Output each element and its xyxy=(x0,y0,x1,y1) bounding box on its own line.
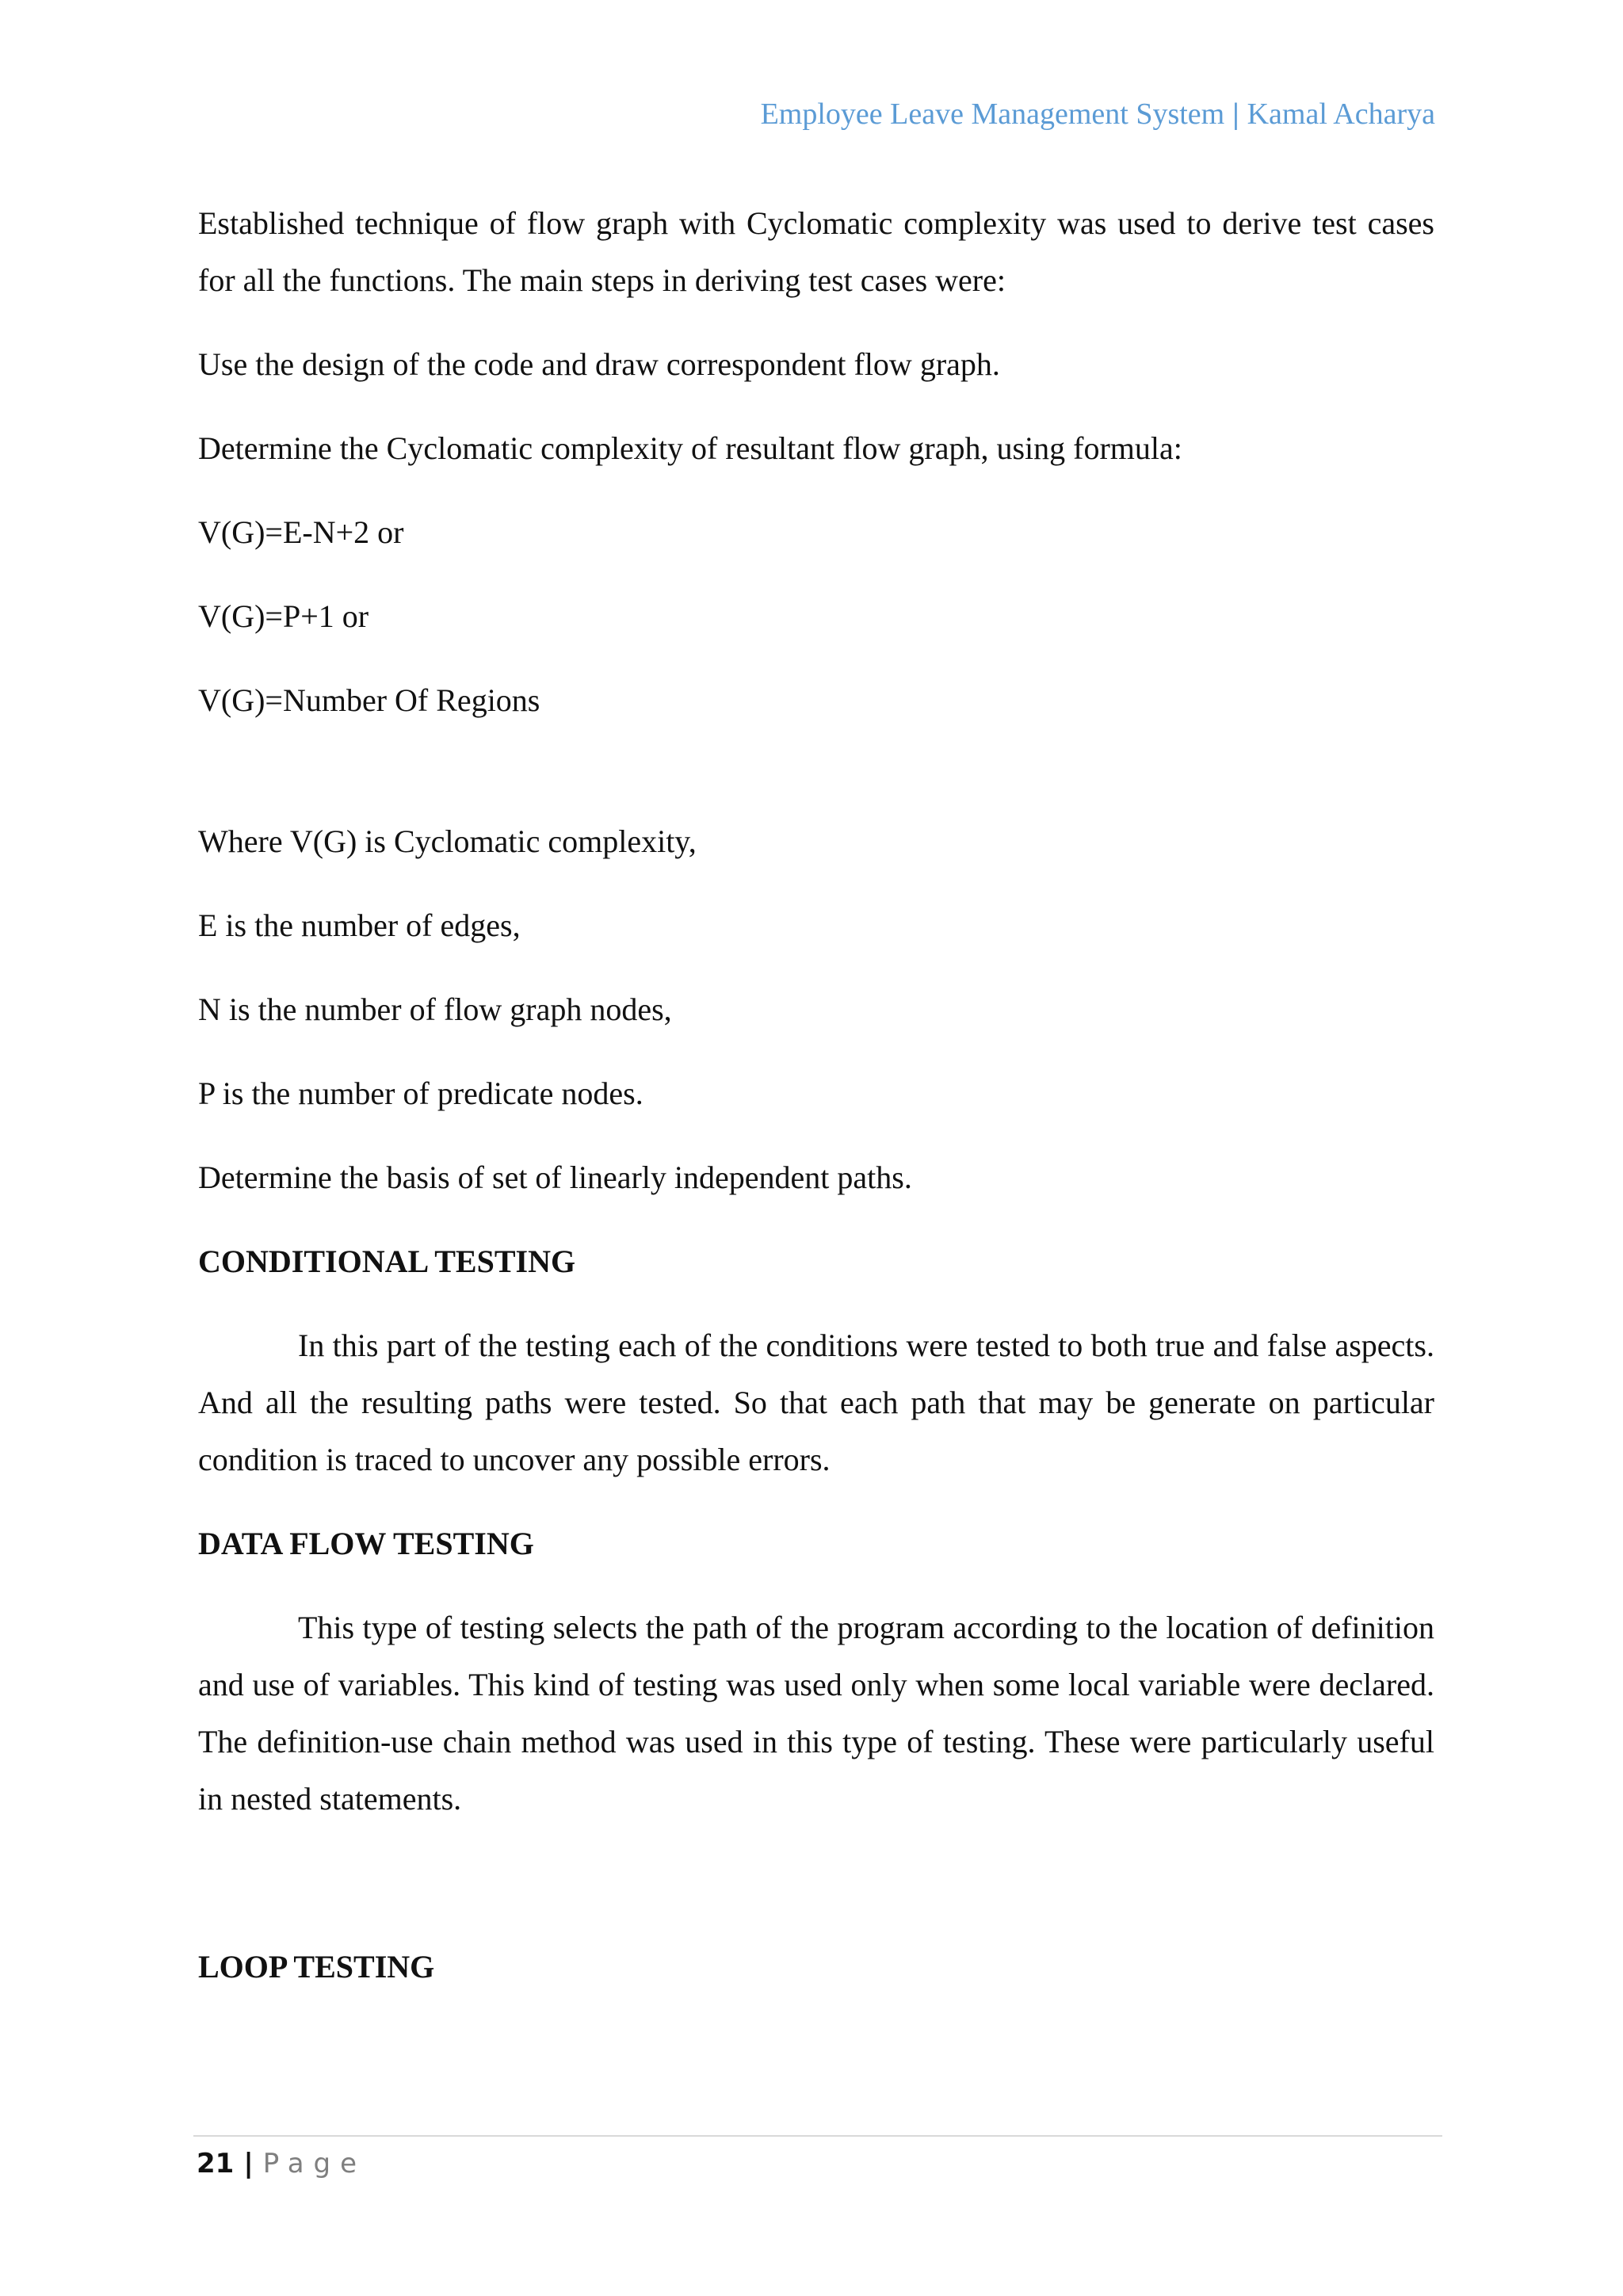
definition-p: P is the number of predicate nodes. xyxy=(198,1075,643,1111)
definition-e: E is the number of edges, xyxy=(198,907,521,943)
footer-separator: | xyxy=(243,2148,254,2179)
formula-edges-nodes: V(G)=E-N+2 or xyxy=(198,514,404,550)
heading-loop-testing: LOOP TESTING xyxy=(198,1949,435,1985)
definition-n: N is the number of flow graph nodes, xyxy=(198,991,672,1027)
formula-predicates: V(G)=P+1 or xyxy=(198,598,369,634)
formula-regions: V(G)=Number Of Regions xyxy=(198,682,540,718)
step-determine-complexity: Determine the Cyclomatic complexity of resultant flow graph, using formula: xyxy=(198,430,1182,466)
intro-paragraph: Established technique of flow graph with Cyclomatic complexity was used to derive test cases for all the functions. The main steps in deriving test cases were: xyxy=(198,205,1434,298)
heading-data-flow-testing: DATA FLOW TESTING xyxy=(198,1526,534,1561)
definition-vg: Where V(G) is Cyclomatic complexity, xyxy=(198,823,697,859)
step-draw-flow-graph: Use the design of the code and draw correspondent flow graph. xyxy=(198,346,1000,382)
header-author: Kamal Acharya xyxy=(1247,97,1435,131)
data-flow-testing-paragraph: This type of testing selects the path of the program according to the location of definition and use of variables. This kind of testing was used only when some local variable were declared. The definition-use chain method was used in this type of testing. These were particularly useful in nested statements. xyxy=(198,1610,1434,1817)
step-basis-paths: Determine the basis of set of linearly independent paths. xyxy=(198,1159,912,1195)
running-header xyxy=(761,97,1435,132)
footer-divider xyxy=(193,2135,1442,2137)
header-title: Employee Leave Management System xyxy=(760,97,1225,131)
page-footer xyxy=(197,2146,366,2181)
heading-conditional-testing: CONDITIONAL TESTING xyxy=(198,1244,576,1279)
header-separator: | xyxy=(1232,97,1239,131)
conditional-testing-paragraph: In this part of the testing each of the conditions were tested to both true and false aspects. And all the resulting paths were tested. So that each path that may be generate on particular condition is traced to uncover any possible errors. xyxy=(198,1328,1434,1477)
page-number: 21 xyxy=(197,2148,235,2179)
page-label: Page xyxy=(262,2148,367,2179)
page-body xyxy=(198,195,1434,2023)
